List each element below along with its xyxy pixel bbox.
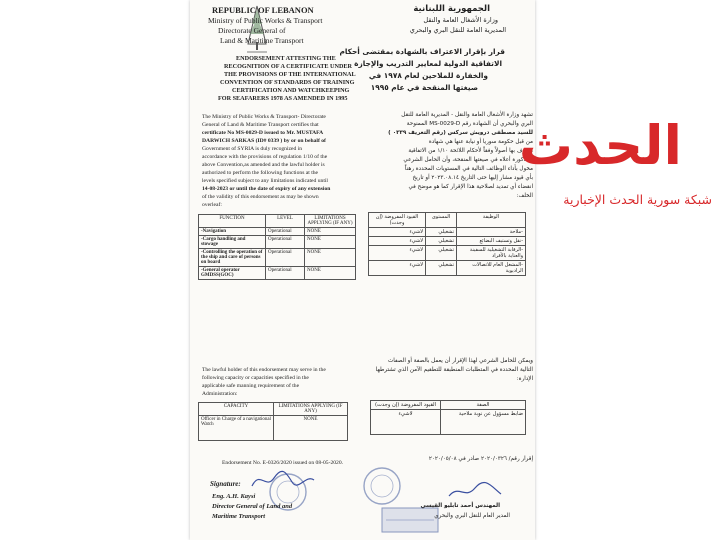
header-ar-ministry: وزارة الأشغال العامة والنقل	[423, 16, 498, 24]
official-stamp-ar-icon	[362, 466, 402, 506]
signatory-name-ar: المهندس أحمد تابليو القيسي	[420, 503, 500, 509]
functions-table-ar	[368, 212, 526, 276]
capacity-table-ar	[370, 400, 526, 435]
ministry-stamp-icon	[380, 506, 440, 534]
handwritten-signature-en-icon	[248, 468, 318, 492]
handwritten-signature-ar-icon	[445, 480, 505, 502]
table-row: Officer in Charge of a navigational Watch NONE	[199, 416, 348, 441]
header-ar-directorate: المديرية العامة للنقل البري والبحري	[409, 26, 506, 34]
table-header-row: CAPACITY LIMITATIONS APPLYING (IF ANY)	[199, 403, 348, 416]
header-en-directorate: Directorate General of	[218, 26, 286, 35]
signatory-title-ar: المدير العام للنقل البري والبحري	[434, 513, 510, 519]
table-row: -المشغل العام للاتصالات الراديوية تشغيلي لاشيء	[369, 261, 526, 276]
signatory-title-en-2: Maritime Transport	[212, 513, 266, 520]
table-row: -الرقابة التشغيلية للسفينة والعناية بالأفراد تشغيلي لاشيء	[369, 246, 526, 261]
signatory-title-en-1: Director General of Land and	[212, 503, 293, 510]
header-en-country: REPUBLIC OF LEBANON	[212, 5, 314, 15]
table-row: -ملاحة تشغيلي لاشيء	[369, 228, 526, 237]
functions-table-en	[198, 214, 356, 280]
al-hadath-logo	[512, 115, 712, 225]
table-header-row: FUNCTION LEVEL LIMITATIONS APPLYING (IF ANY)	[199, 215, 356, 228]
signatory-name-en: Eng. A.H. Kaysi	[212, 493, 256, 500]
brand-tagline: شبكة سورية الحدث الإخبارية	[563, 192, 712, 207]
table-row: ضابط مسؤول عن نوبة ملاحية لاشيء	[371, 410, 526, 435]
capacity-table-en	[198, 402, 348, 441]
header-en-ministry: Ministry of Public Works & Transport	[208, 16, 323, 25]
table-header-row: الوظيفة المستوى القيود المفروضة (إن وجدت)	[369, 213, 526, 228]
table-row: -نقل وتستيف البضائع تشغيلي لاشيء	[369, 237, 526, 246]
table-row: -Cargo handling and stowage Operational NONE	[199, 236, 356, 249]
header-ar-country: الجمهورية اللبنانية	[413, 4, 490, 14]
signature-label: Signature:	[210, 480, 241, 488]
header-en-department: Land & Maritime Transport	[220, 36, 304, 45]
endorsement-number-ar: إقرار رقم/ ٢٠٢٠/٠٣٢٦ صادر في ٢٠٢٠/٠٥/٠٨	[428, 456, 533, 462]
table-header-row: الصفة القيود المفروضة (إن وجدت)	[371, 401, 526, 410]
table-row: -Controlling the operation of the ship and care of persons on board Operational NONE	[199, 249, 356, 267]
table-row: -General operator GMDSS(GOC) Operational NONE	[199, 267, 356, 280]
endorsement-number-en: Endorsement No. E-0326/2020 issued on 08-05-2020.	[222, 460, 344, 466]
table-row: -Navigation Operational NONE	[199, 228, 356, 236]
brand-logo-text: الحدث	[518, 114, 682, 177]
